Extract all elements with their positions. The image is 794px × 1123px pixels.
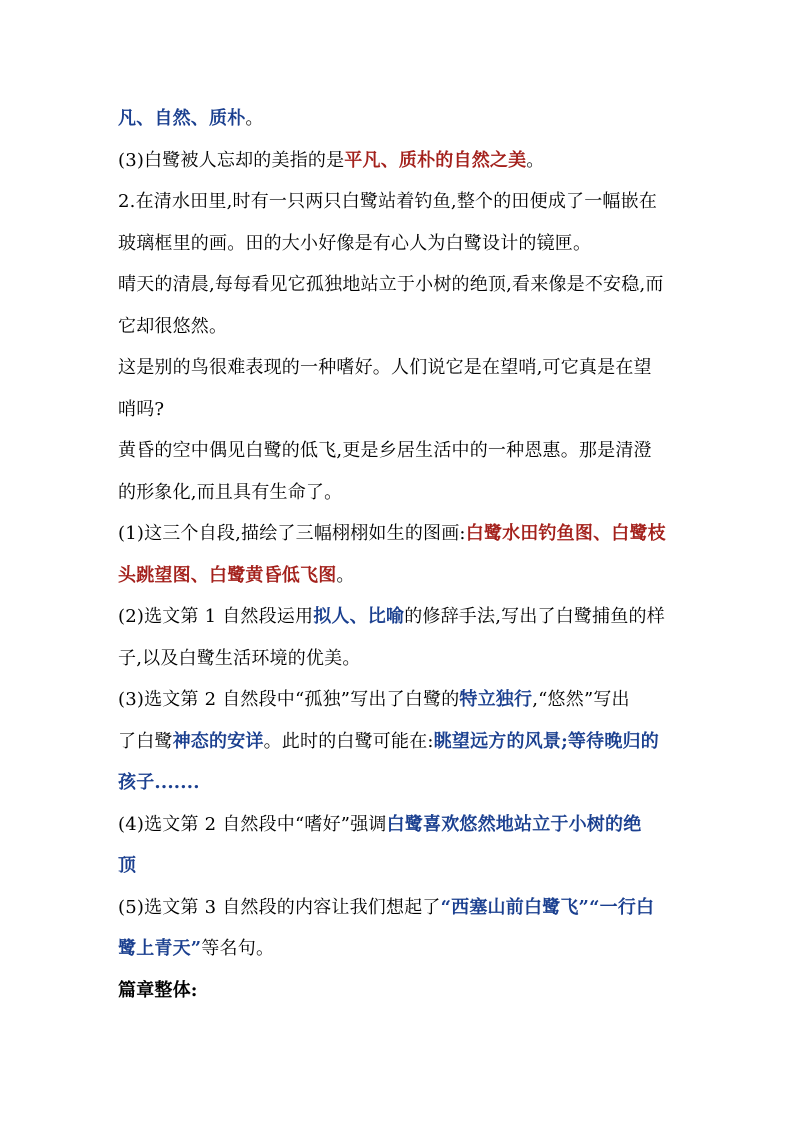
text-line	[118, 430, 678, 472]
highlighted-text: 白鹭水田钓鱼图、白鹭枝	[465, 523, 666, 544]
text-line	[118, 264, 678, 306]
text-segment: 玻璃框里的画。田的大小好像是有心人为白鹭设计的镜匣。	[118, 232, 592, 254]
text-segment: 了白鹭	[118, 730, 173, 752]
text-segment: (2)选文第 1 自然段运用	[118, 606, 314, 627]
text-line	[118, 472, 678, 514]
document-page	[118, 98, 678, 1011]
text-segment: 它却很悠然。	[118, 315, 228, 337]
text-line	[118, 306, 678, 348]
text-segment: 子,以及白鹭生活环境的优美。	[118, 647, 361, 669]
highlighted-text: 平凡、质朴的自然之美	[344, 149, 527, 171]
text-segment: 。	[526, 149, 545, 171]
text-line	[118, 513, 678, 555]
highlighted-text: 白鹭喜欢悠然地站立于小树的绝	[386, 813, 642, 835]
text-line	[118, 679, 678, 721]
text-segment: 这是别的鸟很难表现的一种嗜好。人们说它是在望哨,可它真是在望	[118, 357, 652, 378]
text-segment: 晴天的清晨,每每看见它孤独地站立于小树的绝顶,看来像是不安稳,而	[118, 274, 664, 295]
text-segment: (5)选文第 3 自然段的内容让我们想起了	[118, 896, 441, 918]
text-line	[118, 721, 678, 763]
text-line	[118, 762, 678, 804]
highlighted-text: 拟人、比喻	[313, 606, 405, 627]
highlighted-text: 顶	[118, 855, 137, 876]
text-line	[118, 223, 678, 265]
text-segment: 2.在清水田里,时有一只两只白鹭站着钓鱼,整个的田便成了一幅嵌在	[118, 191, 658, 212]
text-line	[118, 845, 678, 887]
text-segment: 的形象化,而且具有生命了。	[118, 481, 343, 503]
highlighted-text: 鹭上青天”	[118, 938, 202, 959]
text-line	[118, 98, 678, 140]
text-segment: 黄昏的空中偶见白鹭的低飞,更是乡居生活中的一种恩惠。那是清澄	[118, 440, 652, 461]
highlighted-text: 神态的安详	[172, 730, 264, 752]
highlighted-text: 篇章整体:	[118, 979, 198, 1001]
text-segment: 的修辞手法,写出了白鹭捕鱼的样	[404, 606, 665, 627]
text-segment: 。	[245, 108, 264, 129]
text-line	[118, 389, 678, 431]
text-line	[118, 596, 678, 638]
text-segment: (3)选文第 2 自然段中“孤独”写出了白鹭的	[118, 689, 460, 710]
text-segment: (1)这三个自段,描绘了三幅栩栩如生的图画:	[118, 523, 466, 544]
text-segment: (4)选文第 2 自然段中“嗜好”强调	[118, 813, 387, 835]
text-segment: ,“悠然”写出	[532, 689, 630, 710]
text-line	[118, 555, 678, 597]
text-line	[118, 804, 678, 846]
text-line	[118, 140, 678, 182]
highlighted-text: “西塞山前白鹭飞”“一行白	[440, 896, 655, 918]
text-segment: (3)白鹭被人忘却的美指的是	[118, 149, 345, 171]
text-line	[118, 347, 678, 389]
text-segment: 哨吗?	[118, 398, 165, 420]
text-line	[118, 970, 678, 1012]
text-line	[118, 638, 678, 680]
text-line	[118, 887, 678, 929]
highlighted-text: 特立独行	[459, 689, 533, 710]
highlighted-text: 眺望远方的风景;等待晚归的	[433, 730, 659, 752]
text-segment: 。此时的白鹭可能在:	[263, 730, 434, 752]
text-line	[118, 181, 678, 223]
highlighted-text: 头跳望图、白鹭黄昏低飞图	[118, 564, 337, 586]
text-segment: 等名句。	[201, 938, 275, 959]
text-line	[118, 928, 678, 970]
highlighted-text: 孩子.......	[118, 772, 200, 793]
text-segment: 。	[336, 564, 355, 586]
highlighted-text: 凡、自然、质朴	[118, 108, 246, 129]
